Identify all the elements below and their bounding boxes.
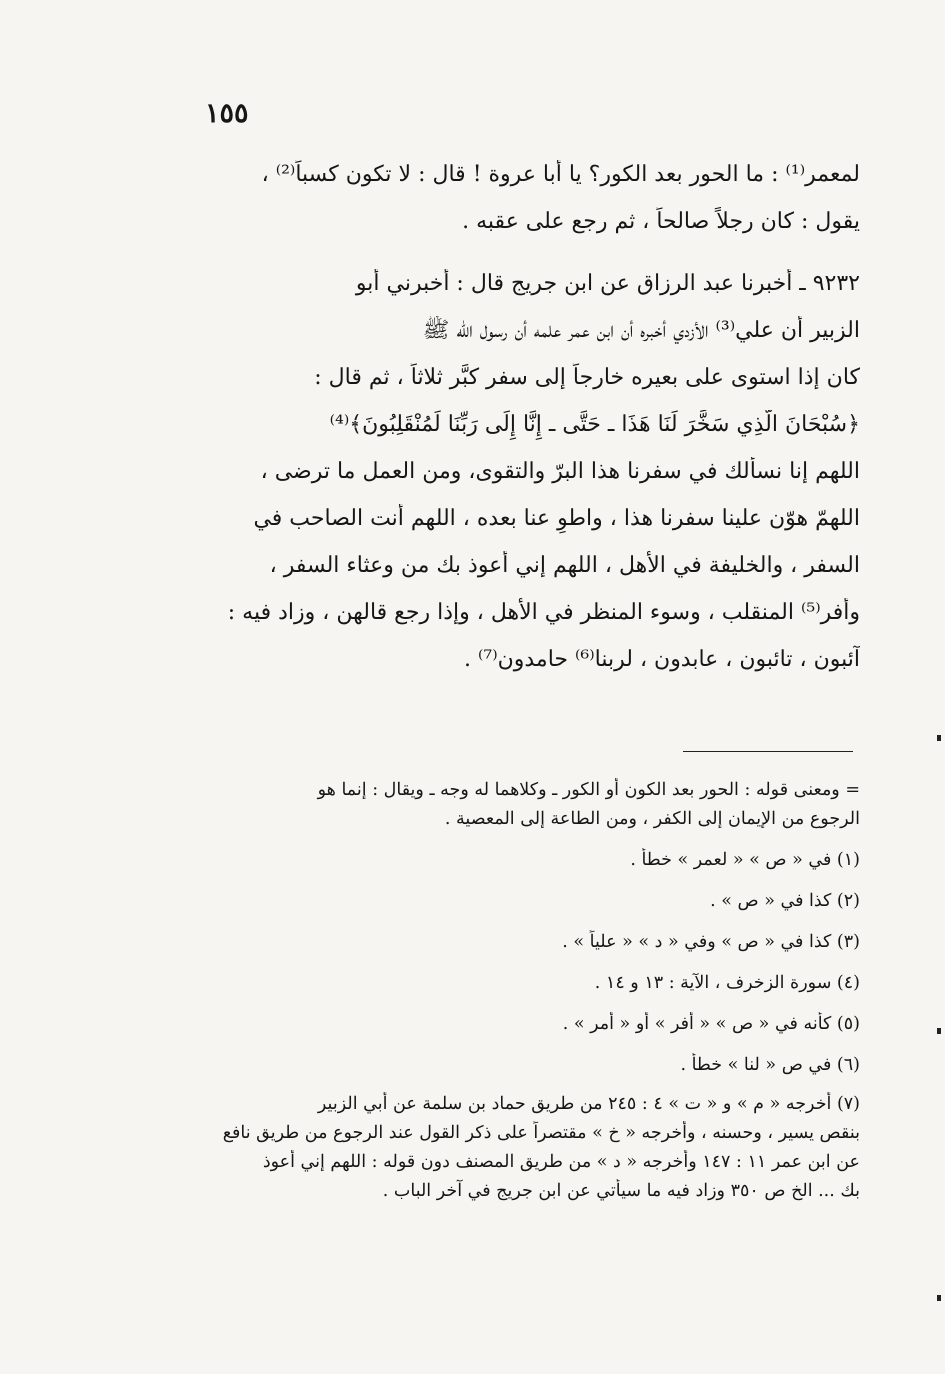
- text-line: لمعمر⁽¹⁾ : ما الحور بعد الكور؟ يا أبا عروة ! قال : لا تكون كسباً⁽²⁾ ،: [261, 162, 860, 187]
- text-line: اللهمّ هوّن علينا سفرنا هذا ، واطوِ عنا بعده ، اللهم أنت الصاحب في: [253, 506, 860, 531]
- footnote-4: (٤) سورة الزخرف ، الآية : ١٣ و ١٤ .: [594, 973, 860, 993]
- hadith-opening-line: ٩٢٣٢ ـ أخبرنا عبد الرزاق عن ابن جريج قال : أخبرني أبو: [355, 271, 860, 296]
- footnote-7-line: بك ... الخ ص ٣٥٠ وزاد فيه ما سيأتي عن ابن جريج في آخر الباب .: [382, 1181, 860, 1201]
- footnote-gap: [184, 1082, 860, 1092]
- footnote-separator: [683, 751, 853, 752]
- quran-verse-line: ﴿سُبْحَانَ الَّذِي سَخَّرَ لَنَا هَذَا ـ حَتَّى ـ إِنَّا إِلَى رَبِّنَا لَمُنْقَلِبُونَ﴾⁽⁴⁾: [329, 412, 860, 437]
- text-line: السفر ، والخليفة في الأهل ، اللهم إني أعوذ بك من وعثاء السفر ،: [269, 553, 860, 578]
- scan-edge-mark: [937, 1028, 941, 1034]
- page-number: ١٥٥: [205, 98, 249, 129]
- text-line: يقول : كان رجلاً صالحاً ، ثم رجع على عقبه .: [462, 209, 860, 234]
- main-text: [184, 160, 860, 692]
- footnote-continuation-line: = ومعنى قوله : الحور بعد الكون أو الكور ـ وكلاهما له وجه ـ ويقال : إنما هو: [317, 780, 860, 800]
- footnote-7-line: (٧) أخرجه « م » و « ت » ٤ : ٢٤٥ من طريق حماد بن سلمة عن أبي الزبير: [317, 1094, 860, 1114]
- footnote-2: (٢) كذا في « ص » .: [710, 891, 860, 911]
- text-line: الزبير أن علي⁽³⁾ الأزدي أخبره أن ابن عمر علمه أن رسول الله ﷺ: [422, 318, 860, 343]
- text-line: وأفر⁽⁵⁾ المنقلب ، وسوء المنظر في الأهل ، وإذا رجع قالهن ، وزاد فيه :: [227, 600, 860, 625]
- text-line: كان إذا استوى على بعيره خارجاً إلى سفر كبَّر ثلاثاً ، ثم قال :: [314, 365, 860, 390]
- footnote-7-line: بنقص يسير ، وحسنه ، وأخرجه « خ » مقتصراً على ذكر القول عند الرجوع من طريق نافع: [222, 1123, 860, 1143]
- footnote-1: (١) في « ص » « لعمر » خطأ .: [630, 850, 860, 870]
- scan-edge-mark: [937, 735, 941, 741]
- footnote-continuation-line: الرجوع من الإيمان إلى الكفر ، ومن الطاعة إلى المعصية .: [444, 809, 860, 829]
- footnote-3: (٣) كذا في « ص » وفي « د » « علياً » .: [562, 932, 860, 952]
- scan-edge-mark: [937, 1295, 941, 1301]
- text-line: اللهم إنا نسألك في سفرنا هذا البرّ والتقوى، ومن العمل ما ترضى ،: [260, 459, 860, 484]
- footnote-6: (٦) في ص « لنا » خطأ .: [680, 1055, 860, 1075]
- footnote-7-line: عن ابن عمر ١١ : ١٤٧ وأخرجه « د » من طريق المصنف دون قوله : اللهم إني أعوذ: [262, 1152, 860, 1172]
- footnote-5: (٥) كأنه في « ص » « أفر » أو « أمر » .: [562, 1014, 860, 1034]
- paragraph-gap: [184, 254, 860, 269]
- text-line: آئبون ، تائبون ، عابدون ، لربنا⁽⁶⁾ حامدون⁽⁷⁾ .: [463, 647, 860, 672]
- footnotes: [184, 778, 860, 1208]
